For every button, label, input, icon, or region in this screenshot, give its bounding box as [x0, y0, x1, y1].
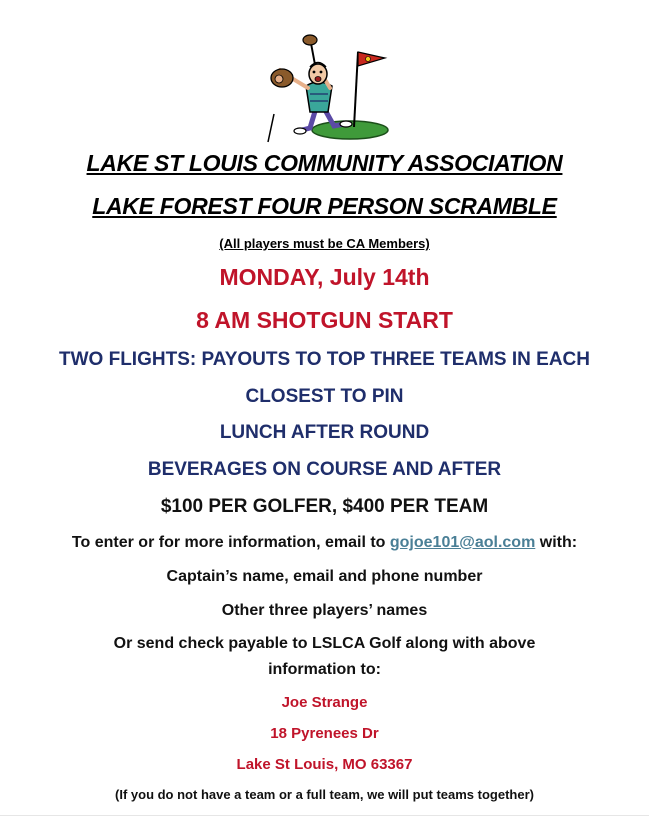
association-title: LAKE ST LOUIS COMMUNITY ASSOCIATION — [86, 150, 563, 176]
entry-prefix: To enter or for more information, email to — [71, 534, 390, 551]
pricing: $100 PER GOLFER, $400 PER TEAM — [160, 496, 489, 517]
check-instructions-cont: information to: — [268, 661, 381, 678]
email-link[interactable]: gojoe101@aol.com — [389, 534, 536, 551]
entry-instructions — [0, 534, 649, 552]
check-instructions: Or send check payable to LSLCA Golf along with above — [113, 635, 536, 652]
golfer-celebrating-clipart — [258, 30, 398, 145]
team-note: (If you do not have a team or a full team, we will put teams together) — [115, 787, 534, 802]
event-start-time: 8 AM SHOTGUN START — [196, 307, 453, 333]
captain-info: Captain’s name, email and phone number — [166, 568, 483, 585]
flights-payouts: TWO FLIGHTS: PAYOUTS TO TOP THREE TEAMS IN EACH — [59, 349, 590, 370]
event-title: LAKE FOREST FOUR PERSON SCRAMBLE — [92, 193, 557, 219]
address-street: 18 Pyrenees Dr — [270, 725, 379, 742]
entry-suffix: with: — [535, 534, 578, 551]
other-players-info: Other three players’ names — [221, 602, 428, 619]
beverages-info: BEVERAGES ON COURSE AND AFTER — [147, 459, 502, 480]
closest-to-pin: CLOSEST TO PIN — [245, 386, 404, 407]
address-name: Joe Strange — [281, 694, 368, 711]
lunch-info: LUNCH AFTER ROUND — [219, 422, 430, 443]
membership-note: (All players must be CA Members) — [219, 236, 430, 251]
page-divider — [0, 815, 649, 816]
address-city: Lake St Louis, MO 63367 — [236, 756, 413, 773]
event-date: MONDAY, July 14th — [219, 264, 430, 290]
